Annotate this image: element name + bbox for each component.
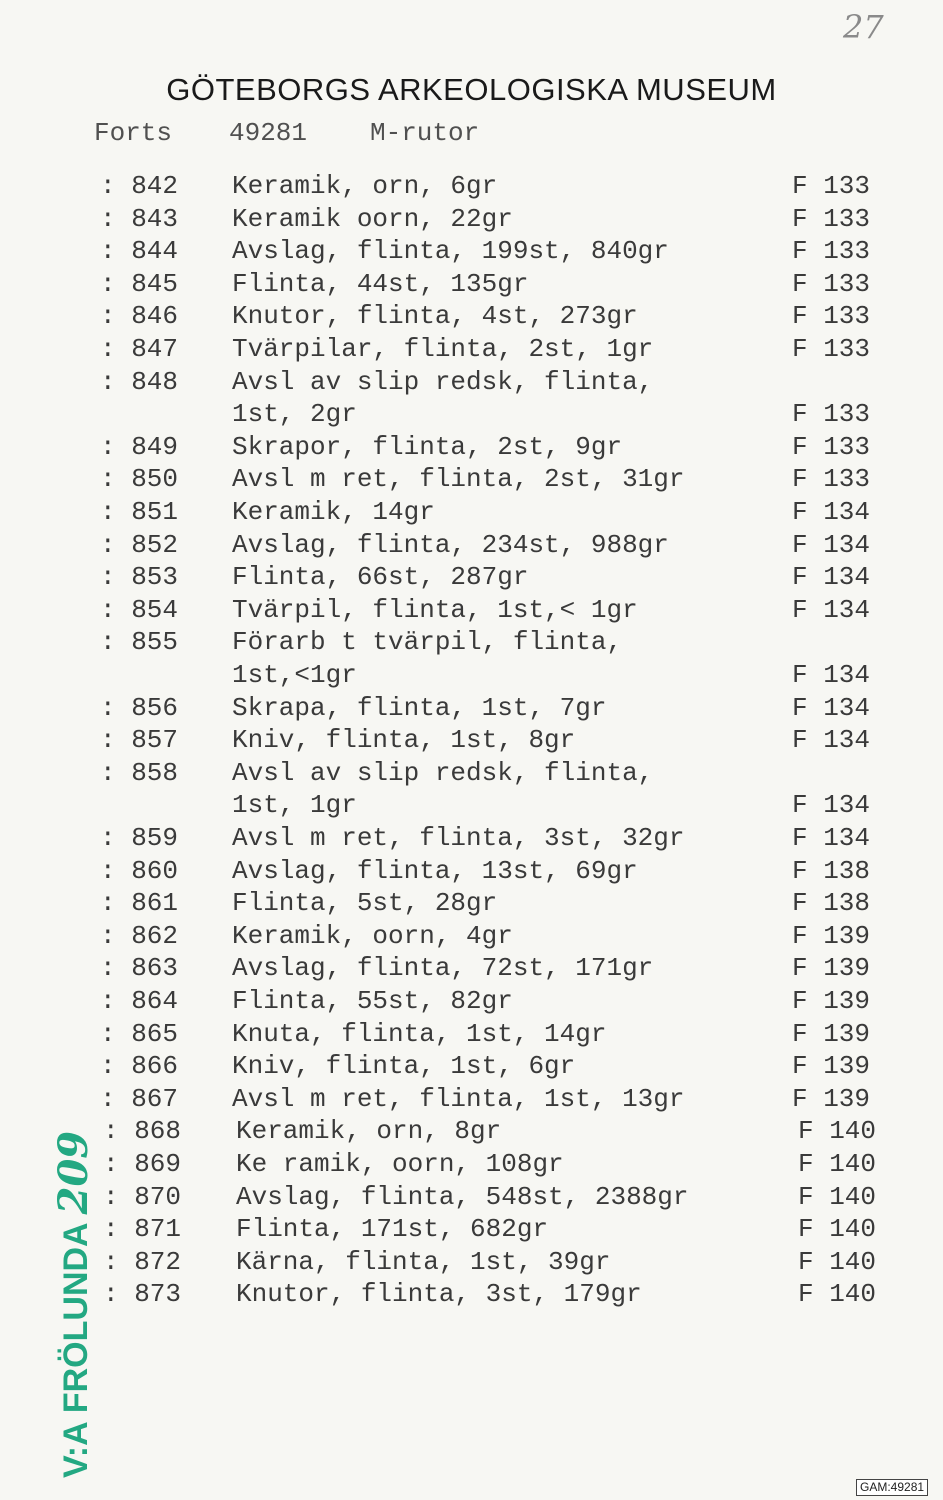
entry-number: : 847 xyxy=(100,334,179,364)
entry-reference: F 140 xyxy=(798,1279,877,1309)
entry-description: Avslag, flinta, 548st, 2388gr xyxy=(236,1182,689,1212)
entry-reference: F 140 xyxy=(798,1182,877,1212)
entry-number: : 861 xyxy=(100,888,179,918)
entry-description: Förarb t tvärpil, flinta, xyxy=(232,627,623,657)
entry-description: Flinta, 66st, 287gr xyxy=(232,562,529,592)
entry-number: : 858 xyxy=(100,758,179,788)
entry-reference: F 133 xyxy=(792,399,871,429)
entry-number: : 846 xyxy=(100,301,179,331)
entry-reference: F 133 xyxy=(792,301,871,331)
entry-reference: F 139 xyxy=(792,953,871,983)
entry-description: Knutor, flinta, 4st, 273gr xyxy=(232,301,638,331)
entry-reference: F 140 xyxy=(798,1214,877,1244)
entry-reference: F 133 xyxy=(792,334,871,364)
entry-description: Avslag, flinta, 199st, 840gr xyxy=(232,236,669,266)
entry-description: Avslag, flinta, 13st, 69gr xyxy=(232,856,638,886)
entry-reference: F 134 xyxy=(792,660,871,690)
entry-reference: F 134 xyxy=(792,595,871,625)
entry-reference: F 140 xyxy=(798,1149,877,1179)
entry-description: Kniv, flinta, 1st, 6gr xyxy=(232,1051,576,1081)
entry-description: Keramik oorn, 22gr xyxy=(232,204,513,234)
entry-description: Avsl m ret, flinta, 3st, 32gr xyxy=(232,823,685,853)
entry-description: Keramik, orn, 6gr xyxy=(232,171,498,201)
handwritten-page-number: 27 xyxy=(843,8,884,46)
site-stamp xyxy=(50,1131,97,1478)
site-stamp-handwritten-number: 209 xyxy=(50,1130,97,1215)
entry-description: Skrapa, flinta, 1st, 7gr xyxy=(232,693,607,723)
entry-number: : 871 xyxy=(103,1214,182,1244)
entry-description: Keramik, oorn, 4gr xyxy=(232,921,513,951)
entry-reference: F 138 xyxy=(792,856,871,886)
entry-reference: F 134 xyxy=(792,562,871,592)
entry-reference: F 133 xyxy=(792,432,871,462)
site-stamp-text: V:A FRÖLUNDA xyxy=(57,1222,95,1478)
entry-reference: F 134 xyxy=(792,790,871,820)
entry-number: : 851 xyxy=(100,497,179,527)
entry-description: Flinta, 55st, 82gr xyxy=(232,986,513,1016)
entry-description: 1st, 1gr xyxy=(232,790,357,820)
entry-reference: F 140 xyxy=(798,1116,877,1146)
entry-description: Flinta, 44st, 135gr xyxy=(232,269,529,299)
entry-number: : 857 xyxy=(100,725,179,755)
entry-number: : 852 xyxy=(100,530,179,560)
entry-description: Ke ramik, oorn, 108gr xyxy=(236,1149,564,1179)
entry-number: : 848 xyxy=(100,367,179,397)
entry-description: Knutor, flinta, 3st, 179gr xyxy=(236,1279,642,1309)
entry-number: : 862 xyxy=(100,921,179,951)
entry-description: Kärna, flinta, 1st, 39gr xyxy=(236,1247,611,1277)
entry-reference: F 133 xyxy=(792,236,871,266)
entry-description: Avsl m ret, flinta, 2st, 31gr xyxy=(232,464,685,494)
entry-reference: F 134 xyxy=(792,530,871,560)
entry-reference: F 133 xyxy=(792,269,871,299)
subheader-number: 49281 xyxy=(229,118,308,148)
entry-description: Flinta, 5st, 28gr xyxy=(232,888,498,918)
entry-description: Tvärpilar, flinta, 2st, 1gr xyxy=(232,334,654,364)
entry-reference: F 133 xyxy=(792,464,871,494)
entry-description: Knuta, flinta, 1st, 14gr xyxy=(232,1019,607,1049)
entry-number: : 868 xyxy=(103,1116,182,1146)
entry-reference: F 134 xyxy=(792,823,871,853)
entry-reference: F 133 xyxy=(792,204,871,234)
entry-description: Keramik, orn, 8gr xyxy=(236,1116,502,1146)
entry-number: : 844 xyxy=(100,236,179,266)
subheader-forts: Forts xyxy=(94,118,173,148)
entry-reference: F 134 xyxy=(792,725,871,755)
entry-number: : 853 xyxy=(100,562,179,592)
entry-number: : 859 xyxy=(100,823,179,853)
entry-reference: F 134 xyxy=(792,693,871,723)
entry-reference: F 139 xyxy=(792,1084,871,1114)
entry-number: : 854 xyxy=(100,595,179,625)
museum-title: GÖTEBORGS ARKEOLOGISKA MUSEUM xyxy=(166,72,777,107)
entry-number: : 845 xyxy=(100,269,179,299)
entry-description: Keramik, 14gr xyxy=(232,497,435,527)
entry-description: Avsl m ret, flinta, 1st, 13gr xyxy=(232,1084,685,1114)
entry-reference: F 134 xyxy=(792,497,871,527)
entry-number: : 867 xyxy=(100,1084,179,1114)
entry-number: : 850 xyxy=(100,464,179,494)
entry-description: Skrapor, flinta, 2st, 9gr xyxy=(232,432,623,462)
entry-description: 1st,<1gr xyxy=(232,660,357,690)
entry-number: : 849 xyxy=(100,432,179,462)
entry-description: Avslag, flinta, 72st, 171gr xyxy=(232,953,654,983)
entry-number: : 872 xyxy=(103,1247,182,1277)
entry-number: : 860 xyxy=(100,856,179,886)
entry-reference: F 139 xyxy=(792,921,871,951)
entry-reference: F 139 xyxy=(792,1051,871,1081)
subheader-rutor: M-rutor xyxy=(370,118,480,148)
entry-number: : 869 xyxy=(103,1149,182,1179)
entry-reference: F 139 xyxy=(792,986,871,1016)
entry-description: Avsl av slip redsk, flinta, xyxy=(232,367,654,397)
photo-id-label: GAM:49281 xyxy=(856,1479,928,1496)
entry-number: : 865 xyxy=(100,1019,179,1049)
entry-reference: F 138 xyxy=(792,888,871,918)
entry-number: : 842 xyxy=(100,171,179,201)
entry-description: Tvärpil, flinta, 1st,< 1gr xyxy=(232,595,638,625)
entry-reference: F 133 xyxy=(792,171,871,201)
entry-number: : 866 xyxy=(100,1051,179,1081)
entry-number: : 863 xyxy=(100,953,179,983)
entry-number: : 864 xyxy=(100,986,179,1016)
entry-number: : 870 xyxy=(103,1182,182,1212)
entry-reference: F 140 xyxy=(798,1247,877,1277)
entry-description: Flinta, 171st, 682gr xyxy=(236,1214,549,1244)
entry-number: : 843 xyxy=(100,204,179,234)
entry-number: : 873 xyxy=(103,1279,182,1309)
entry-description: Kniv, flinta, 1st, 8gr xyxy=(232,725,576,755)
entry-description: 1st, 2gr xyxy=(232,399,357,429)
entry-description: Avslag, flinta, 234st, 988gr xyxy=(232,530,669,560)
entry-reference: F 139 xyxy=(792,1019,871,1049)
entry-description: Avsl av slip redsk, flinta, xyxy=(232,758,654,788)
entry-number: : 856 xyxy=(100,693,179,723)
entry-number: : 855 xyxy=(100,627,179,657)
